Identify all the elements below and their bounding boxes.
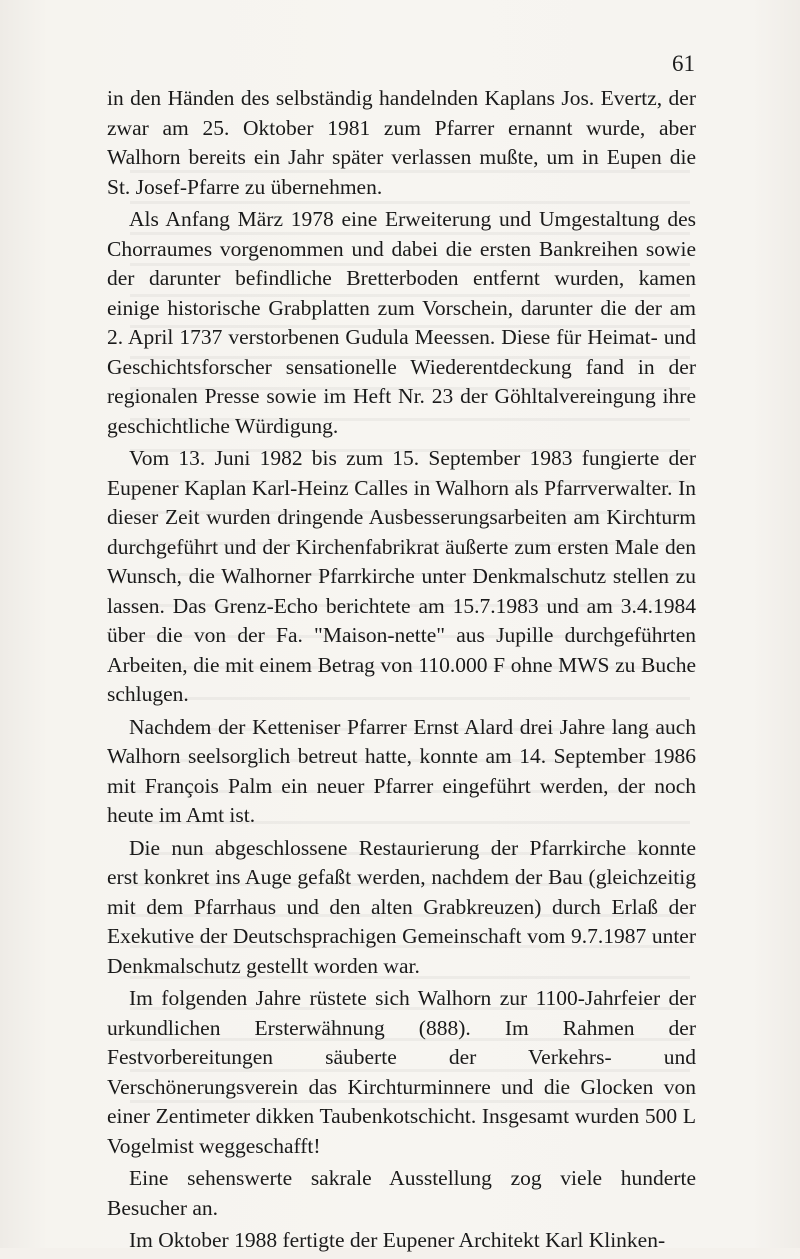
paragraph-denkmalschutz: Die nun abgeschlossene Restaurierung der Pfarrkirche konnte erst konkret ins Auge gefaßt werden, nachdem der Bau (gleichzeitig mit dem Pfarrhaus und den alten Grabkreuzen) durch Erlaß der Exekutive der Deutschsprachigen Gemeinschaft vom 9.7.1987 unter Denkmalschutz gestellt worden war. xyxy=(107,835,696,978)
body-text xyxy=(107,84,696,1259)
page-number: 61 xyxy=(672,51,695,76)
paragraph-neuer-pfarrer: Nachdem der Ketteniser Pfarrer Ernst Alard drei Jahre lang auch Walhorn seelsorglich betreut hatte, konnte am 14. September 1986 mit François Palm ein neuer Pfarrer eingeführt werden, der noch heute im Amt ist. xyxy=(107,714,696,827)
paragraph-ausstellung: Eine sehenswerte sakrale Ausstellung zog viele hunderte Besucher an. xyxy=(107,1166,696,1220)
paragraph-continuation: in den Händen des selbständig handelnden Kaplans Jos. Evertz, der zwar am 25. Oktober 1981 zum Pfarrer ernannt wurde, aber Walhorn bereits ein Jahr später verlassen mußte, um in Eupen die St. Josef-Pfarre zu übernehmen. xyxy=(107,86,696,199)
paragraph-architekt: Im Oktober 1988 fertigte der Eupener Architekt Karl Klinken- xyxy=(129,1228,666,1252)
paragraph-pfarrverwalter: Vom 13. Juni 1982 bis zum 15. September 1983 fungierte der Eupener Kaplan Karl-Heinz Calles in Walhorn als Pfarrverwalter. In dieser Zeit wurden dringende Ausbesserungsarbeiten am Kirchturm durchgeführt und der Kirchenfabrikrat äußerte zum ersten Male den Wunsch, die Walhorner Pfarrkirche unter Denkmalschutz stellen zu lassen. Das Grenz-Echo berichtete am 15.7.1983 und am 3.4.1984 über die von der Fa. "Maison-nette" aus Jupille durchgeführten Arbeiten, die mit einem Betrag von 110.000 F ohne MWS zu Buche schlugen. xyxy=(107,446,696,706)
paragraph-chorraum: Als Anfang März 1978 eine Erweiterung und Umgestaltung des Chorraumes vorgenommen und dabei die ersten Bankreihen sowie der darunter befindliche Bretterboden entfernt wurden, kamen einige historische Grabplatten zum Vorschein, darunter die der am 2. April 1737 verstorbenen Gudula Meessen. Diese für Heimat- und Geschichtsforscher sensationelle Wiederentdeckung fand in der regionalen Presse sowie im Heft Nr. 23 der Göhltalvereingung ihre geschichtliche Würdigung. xyxy=(107,207,696,438)
paragraph-jahrfeier: Im folgenden Jahre rüstete sich Walhorn zur 1100-Jahrfeier der urkundlichen Ersterwähnung (888). Im Rahmen der Festvorbereitungen säuberte der Verkehrs- und Verschönerungsverein das Kirchturminnere und die Glocken von einer Zentimeter dikken Taubenkotschicht. Insgesamt wurden 500 L Vogelmist weggeschafft! xyxy=(107,986,696,1158)
